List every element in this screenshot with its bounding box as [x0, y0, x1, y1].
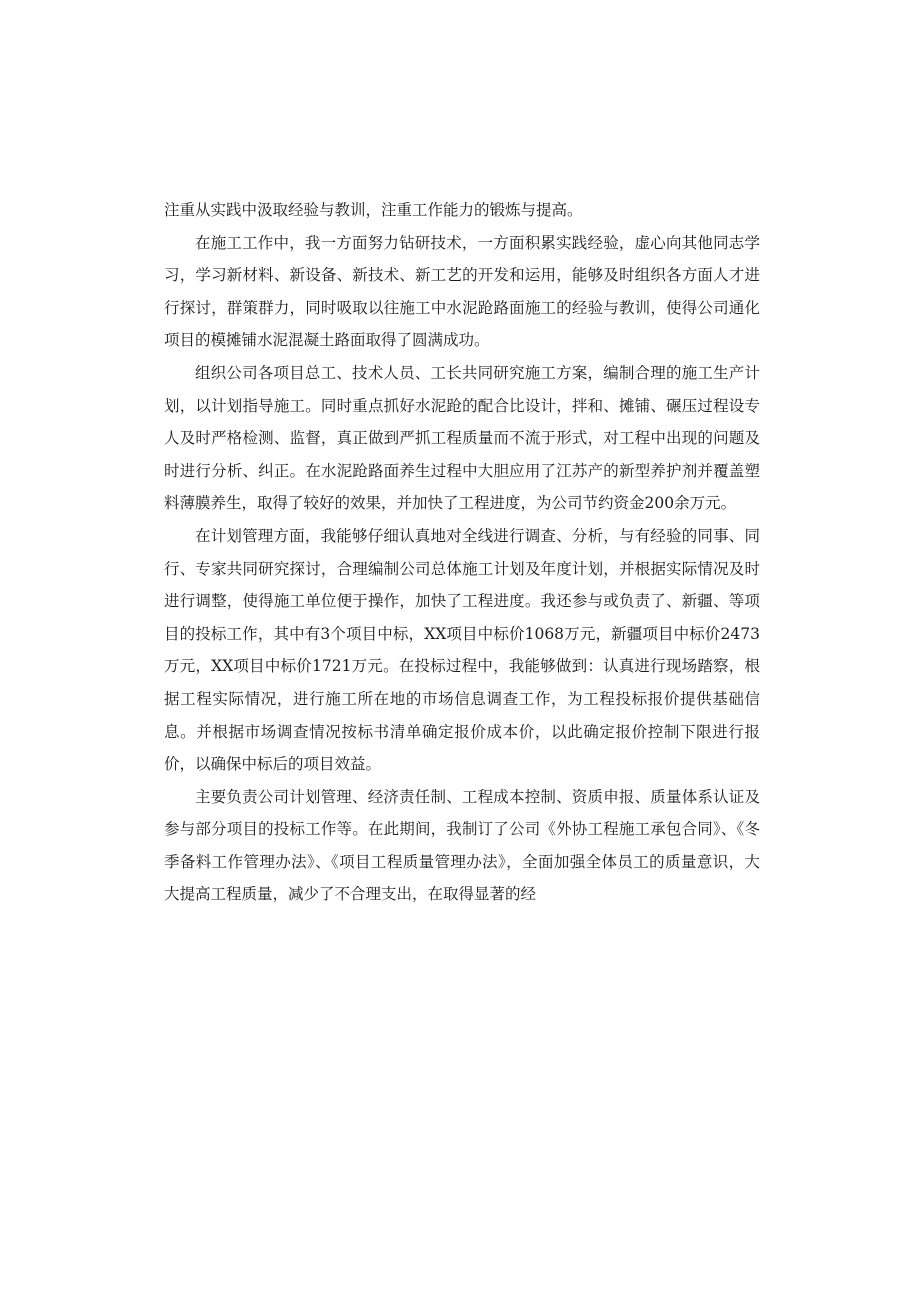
paragraph: 在施工工作中，我一方面努力钻研技术，一方面积累实践经验，虚心向其他同志学习，学习新材料、新设备、新技术、新工艺的开发和运用，能够及时组织各方面人才进行探讨，群策群力，同时吸取以往施工中水泥跄路面施工的经验与教训，使得公司通化项目的模摊铺水泥混凝土路面取得了圆满成功。 — [164, 233, 760, 350]
paragraph: 注重从实践中汲取经验与教训，注重工作能力的锻炼与提高。 — [164, 201, 583, 219]
body-text — [164, 194, 760, 911]
paragraph: 主要负责公司计划管理、经济责任制、工程成本控制、资质申报、质量体系认证及参与部分项目的投标工作等。在此期间，我制订了公司《外协工程施工承包合同》、《冬季备料工作管理办法》、《项目工程质量管理办法》，全面加强全体员工的质量意识，大大提高工程质量，减少了不合理支出，在取得显著的经 — [164, 787, 760, 904]
paragraph: 组织公司各项目总工、技术人员、工长共同研究施工方案，编制合理的施工生产计划，以计划指导施工。同时重点抓好水泥跄的配合比设计，拌和、摊铺、碾压过程设专人及时严格检测、监督，真正做到严抓工程质量而不流于形式，对工程中出现的问题及时进行分析、纠正。在水泥跄路面养生过程中大胆应用了江苏产的新型养护剂并覆盖塑料薄膜养生，取得了较好的效果，并加快了工程进度，为公司节约资金200余万元。 — [164, 363, 760, 513]
paragraph: 在计划管理方面，我能够仔细认真地对全线进行调查、分析，与有经验的同事、同行、专家共同研究探讨，合理编制公司总体施工计划及年度计划，并根据实际情况及时进行调整，使得施工单位便于操作，加快了工程进度。我还参与或负责了、新疆、等项目的投标工作，其中有3个项目中标，XX项目中标价1068万元，新疆项目中标价2473万元，XX项目中标价1721万元。在投标过程中，我能够做到：认真进行现场踏察，根据工程实际情况，进行施工所在地的市场信息调查工作，为工程投标报价提供基础信息。并根据市场调查情况按标书清单确定报价成本价，以此确定报价控制下限进行报价，以确保中标后的项目效益。 — [164, 526, 760, 774]
